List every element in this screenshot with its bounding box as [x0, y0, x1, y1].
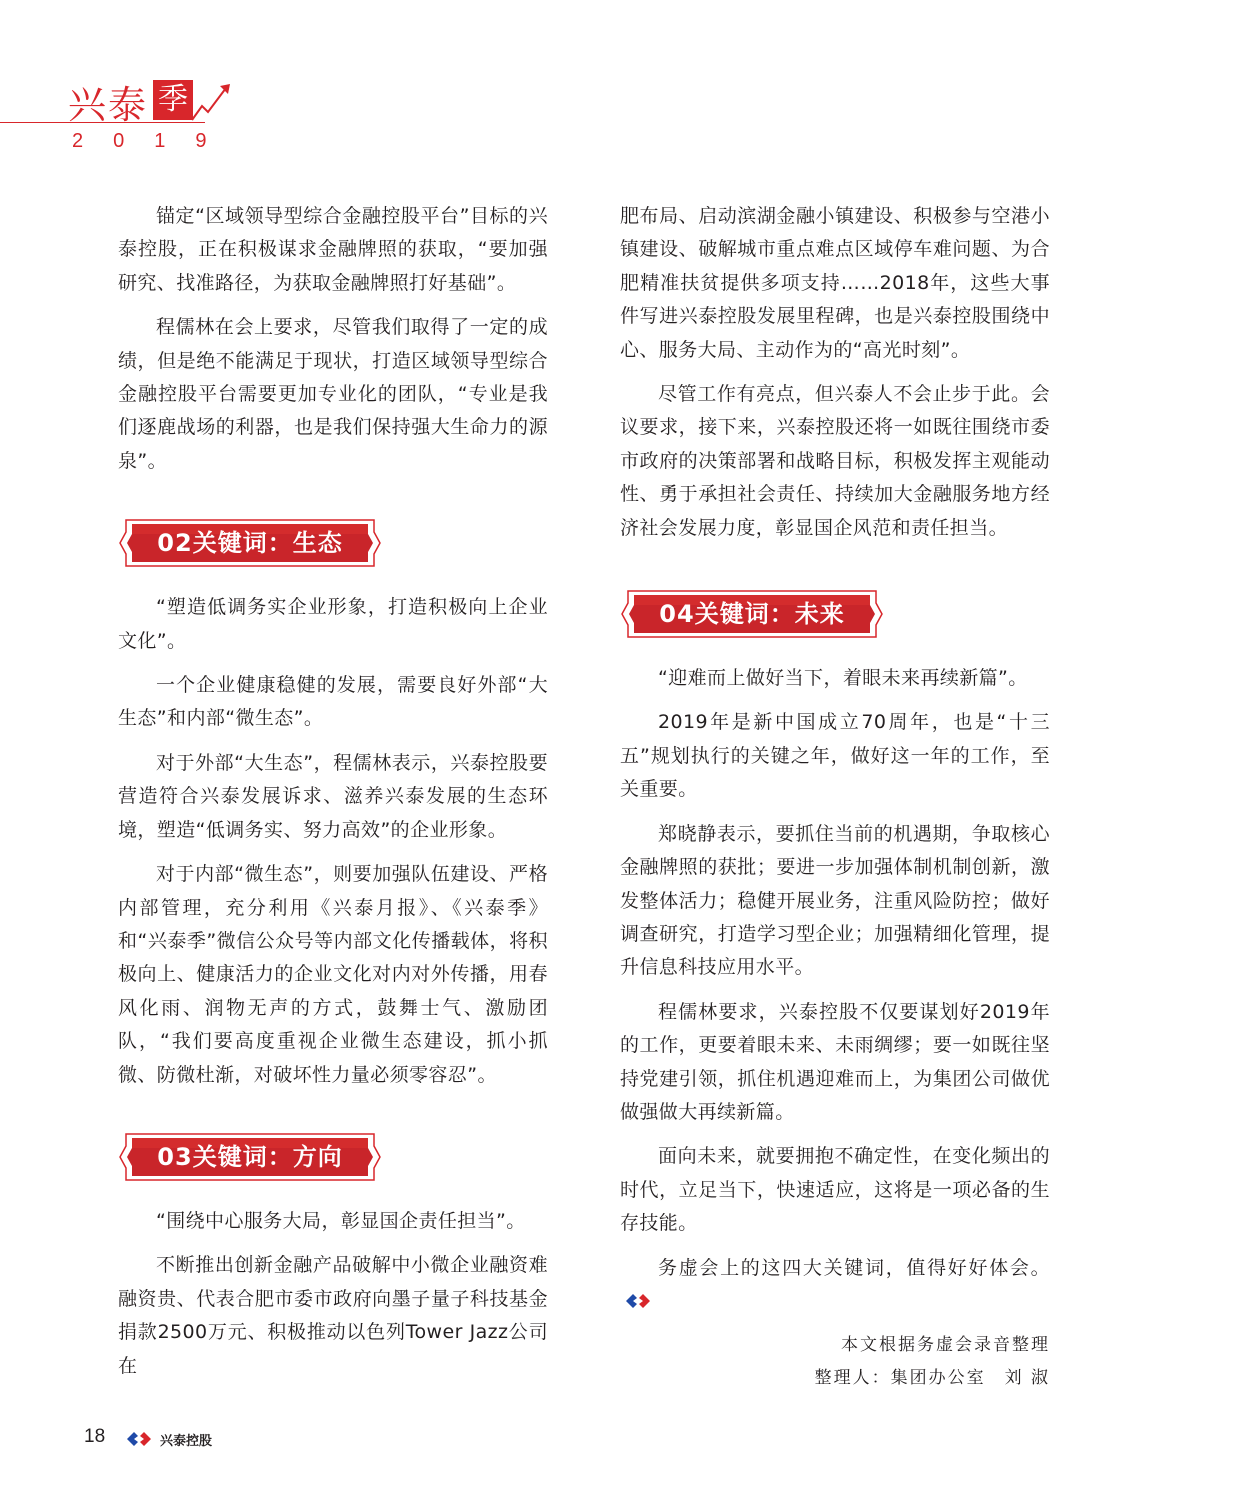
paragraph: “围绕中心服务大局，彰显国企责任担当”。 — [156, 1209, 526, 1232]
paragraph: 郑晓静表示，要抓住当前的机遇期，争取核心金融牌照的获批；要进一步加强体制机制创新，激发整体活力；稳健开展业务，注重风险防控；做好调查研究，打造学习型企业；加强精细化管理，提升信息科技应用水平。 — [620, 822, 1050, 979]
magazine-title: 兴泰 — [68, 83, 149, 127]
paragraph: 肥布局、启动滨湖金融小镇建设、积极参与空港小镇建设、破解城市重点难点区域停车难问题、为合肥精准扶贫提供多项支持……2018年，这些大事件写进兴泰控股发展里程碑，也是兴泰控股围绕中心、服务大局、主动作为的“高光时刻”。 — [620, 205, 1050, 361]
closing-text: 务虚会上的这四大关键词，值得好好体会。 — [658, 1256, 1050, 1279]
paragraph: 面向未来，就要拥抱不确定性，在变化频出的时代，立足当下，快速适应，这将是一项必备的生存技能。 — [620, 1145, 1050, 1235]
magazine-seal: 季 — [153, 80, 193, 120]
keyword-title: 03关键词：方向 — [157, 1142, 343, 1171]
paragraph: “迎难而上做好当下，着眼未来再续新篇”。 — [658, 667, 1028, 690]
paragraph: 程儒林要求，兴泰控股不仅要谋划好2019年的工作，更要着眼未来、未雨绸缪；要一如既往坚持党建引领，抓住机遇迎难而上，为集团公司做优做强做大再续新篇。 — [620, 1000, 1050, 1123]
paragraph: 对于外部“大生态”，程儒林表示，兴泰控股要营造符合兴泰发展诉求、滋养兴泰发展的生态环境，塑造“低调务实、努力高效”的企业形象。 — [118, 751, 548, 841]
keyword-title: 02关键词：生态 — [157, 529, 343, 558]
company-logo-icon — [624, 1292, 652, 1310]
paragraph: 尽管工作有亮点，但兴泰人不会止步于此。会议要求，接下来，兴泰控股还将一如既往围绕市委市政府的决策部署和战略目标，积极发挥主观能动性、勇于承担社会责任、持续加大金融服务地方经济社会发展力度，彰显国企风范和责任担当。 — [620, 383, 1050, 539]
trend-arrow-icon — [190, 80, 234, 124]
paragraph: 一个企业健康稳健的发展，需要良好外部“大生态”和内部“微生态”。 — [118, 674, 548, 730]
paragraph: 不断推出创新金融产品破解中小微企业融资难融资贵、代表合肥市委市政府向墨子量子科技基金捐款2500万元、积极推动以色列Tower Jazz公司在 — [118, 1254, 548, 1377]
left-column — [118, 200, 548, 1394]
keyword-banner-03 — [118, 1128, 382, 1186]
paragraph: 2019年是新中国成立70周年，也是“十三五”规划执行的关键之年，做好这一年的工作，至关重要。 — [620, 711, 1050, 801]
keyword-title: 04关键词：未来 — [659, 600, 845, 629]
right-column — [620, 200, 1050, 1395]
company-logo-icon — [125, 1430, 153, 1448]
closing-paragraph — [620, 1252, 1050, 1319]
magazine-year: 2019 — [72, 130, 237, 152]
keyword-banner-04 — [620, 585, 884, 643]
company-name: 兴泰控股 — [160, 1434, 213, 1449]
page-number: 18 — [84, 1426, 106, 1447]
credit-editor: 整理人：集团办公室 刘 淑 — [814, 1368, 1050, 1389]
credit-source: 本文根据务虚会录音整理 — [841, 1335, 1050, 1356]
paragraph: 程儒林在会上要求，尽管我们取得了一定的成绩，但是绝不能满足于现状，打造区域领导型综合金融控股平台需要更加专业化的团队，“专业是我们逐鹿战场的利器，也是我们保持强大生命力的源泉”。 — [118, 316, 548, 472]
paragraph: “塑造低调务实企业形象，打造积极向上企业文化”。 — [118, 596, 548, 652]
paragraph: 对于内部“微生态”，则要加强队伍建设、严格内部管理，充分利用《兴泰月报》、《兴泰季》和“兴泰季”微信公众号等内部文化传播载体，将积极向上、健康活力的企业文化对内对外传播，用春风化雨、润物无声的方式，鼓舞士气、激励团队，“我们要高度重视企业微生态建设，抓小抓微、防微杜渐，对破坏性力量必须零容忍”。 — [118, 863, 548, 1086]
keyword-banner-02 — [118, 514, 382, 572]
paragraph: 锚定“区域领导型综合金融控股平台”目标的兴泰控股，正在积极谋求金融牌照的获取，“要加强研究、找准路径，为获取金融牌照打好基础”。 — [118, 205, 548, 294]
